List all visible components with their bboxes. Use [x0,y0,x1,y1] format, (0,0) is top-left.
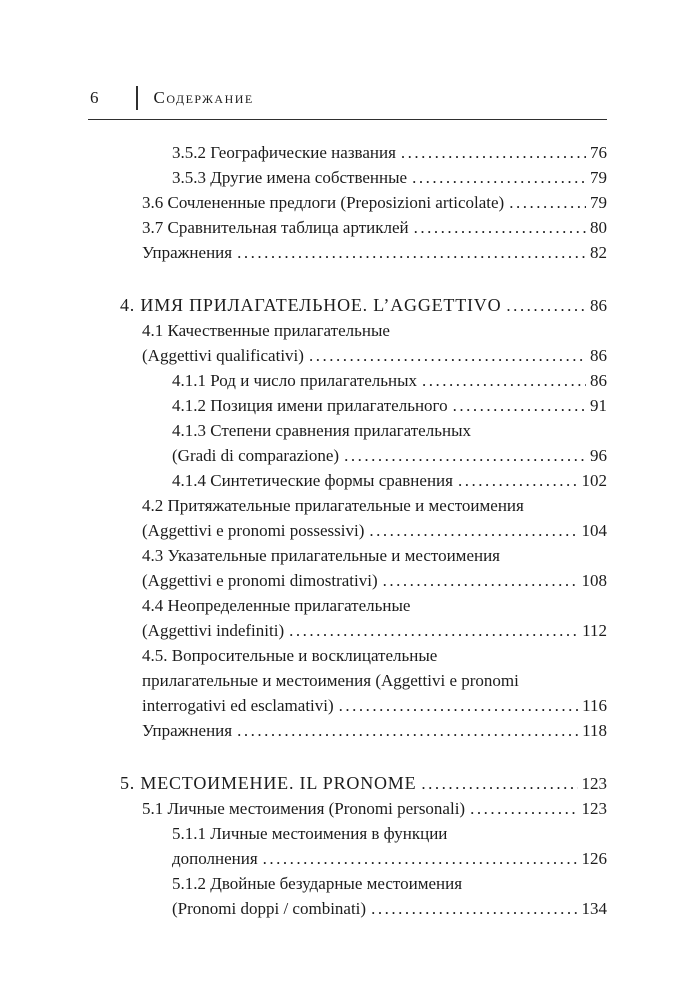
dot-leader [263,846,578,871]
toc-entry-page: 96 [590,446,607,465]
dot-leader [371,896,577,921]
toc-entry-text: 3.5.3 Другие имена собственные [172,168,408,187]
toc-entry-text: 4.5. Вопросительные и восклицательные [142,646,438,665]
toc-entry [120,871,607,896]
page-number: 6 [90,88,99,107]
toc-entry [120,593,607,618]
toc-entry-text: 4.3 Указательные прилагательные и местоимения [142,546,501,565]
toc-entry-text: дополнения [172,849,258,868]
toc-entry [120,821,607,846]
toc-entry-text: 4.1.2 Позиция имени прилагательного [172,396,448,415]
toc-entry-text: 4.1.4 Синтетические формы сравнения [172,471,453,490]
dot-leader [421,771,577,796]
toc-entry [120,343,607,368]
toc-entry-page: 91 [590,396,607,415]
toc-entry-page: 108 [581,571,607,590]
dot-leader [470,796,577,821]
toc-entry [120,543,607,568]
toc-entry-text: 4.1.3 Степени сравнения прилагательных [172,421,471,440]
toc-entry-page: 86 [590,346,607,365]
toc-entry-text: (Pronomi doppi / combinati) [172,899,367,918]
toc-entry [120,140,607,165]
dot-leader [422,368,586,393]
toc-entry-text: (Aggettivi e pronomi possessivi) [142,521,365,540]
toc-entry-page: 86 [590,296,607,315]
dot-leader [412,165,586,190]
toc-chapter-entry [120,293,607,318]
toc-entry-text: 4.1 Качественные прилагательные [142,321,390,340]
toc-entry-page: 123 [581,774,607,793]
toc-entry [120,318,607,343]
toc-entry-text: 4. ИМЯ ПРИЛАГАТЕЛЬНОЕ. L’AGGETTIVO [120,295,502,315]
toc-entry [120,568,607,593]
toc-entry-page: 86 [590,371,607,390]
toc-entry-page: 118 [582,721,607,740]
toc-entry-page: 82 [590,243,607,262]
toc-entry [120,518,607,543]
toc-entry-page: 123 [581,799,607,818]
toc-entry-text: 3.5.2 Географические названия [172,143,396,162]
dot-leader [289,618,578,643]
toc-entry [120,468,607,493]
toc-entry-page: 126 [581,849,607,868]
toc-entry-text: 4.1.1 Род и число прилагательных [172,371,417,390]
toc-entry [120,190,607,215]
toc-entry [120,668,607,693]
toc-entry [120,418,607,443]
toc-entry [120,215,607,240]
toc-entry-page: 134 [581,899,607,918]
toc-entry-page: 80 [590,218,607,237]
dot-leader [237,240,586,265]
dot-leader [509,190,586,215]
toc-entry-page: 112 [582,621,607,640]
dot-leader [237,718,578,743]
dot-leader [339,693,578,718]
toc-entry [120,493,607,518]
dot-leader [344,443,586,468]
toc-entry [120,393,607,418]
toc-entry-text: (Aggettivi e pronomi dimostrativi) [142,571,378,590]
toc-entry-text: (Aggettivi qualificativi) [142,346,304,365]
dot-leader [414,215,586,240]
header-title: Содержание [153,88,254,107]
dot-leader [369,518,577,543]
toc-entry-text: прилагательные и местоимения (Aggettivi e pronomi [142,671,519,690]
dot-leader [458,468,578,493]
toc-entry-text: 4.4 Неопределенные прилагательные [142,596,411,615]
toc-entry [120,368,607,393]
toc-entry [120,718,607,743]
toc-entry-text: Упражнения [142,721,233,740]
toc-entry [120,896,607,921]
toc-entry [120,443,607,468]
toc-entry-page: 104 [581,521,607,540]
dot-leader [401,140,586,165]
toc-list [120,140,607,921]
dot-leader [453,393,586,418]
toc-entry [120,240,607,265]
page-header [88,86,607,120]
toc-entry-text: 5.1.1 Личные местоимения в функции [172,824,448,843]
toc-entry-text: interrogativi ed esclamativi) [142,696,334,715]
toc-entry-text: 5.1 Личные местоимения (Pronomi personali) [142,799,466,818]
toc-entry-text: 5. МЕСТОИМЕНИЕ. IL PRONOME [120,773,417,793]
toc-entry-page: 79 [590,168,607,187]
toc-entry [120,846,607,871]
header-divider [136,86,138,110]
dot-leader [383,568,578,593]
toc-entry [120,643,607,668]
toc-entry-text: Упражнения [142,243,233,262]
toc-entry-page: 102 [581,471,607,490]
dot-leader [506,293,586,318]
toc-entry [120,796,607,821]
toc-chapter-entry [120,771,607,796]
toc-entry-page: 116 [582,696,607,715]
toc-entry [120,693,607,718]
toc-entry-text: 3.6 Сочлененные предлоги (Preposizioni articolate) [142,193,505,212]
toc-entry [120,618,607,643]
toc-entry-text: 4.2 Притяжательные прилагательные и местоимения [142,496,524,515]
dot-leader [309,343,586,368]
toc-entry-text: (Gradi di comparazione) [172,446,340,465]
toc-entry [120,165,607,190]
toc-entry-page: 79 [590,193,607,212]
toc-entry-text: (Aggettivi indefiniti) [142,621,285,640]
toc-entry-page: 76 [590,143,607,162]
toc-entry-text: 3.7 Сравнительная таблица артиклей [142,218,409,237]
toc-entry-text: 5.1.2 Двойные безударные местоимения [172,874,463,893]
